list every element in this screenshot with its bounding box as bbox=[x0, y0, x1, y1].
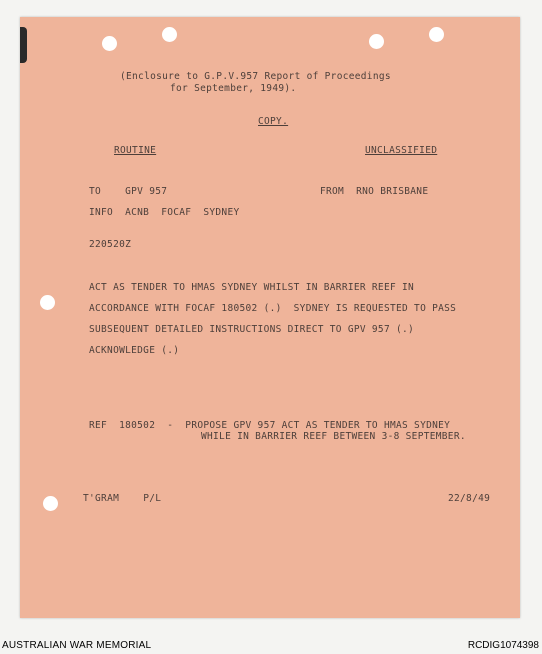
punch-hole bbox=[429, 27, 444, 42]
copy-label: COPY. bbox=[258, 116, 289, 127]
footer-institution: AUSTRALIAN WAR MEMORIAL bbox=[2, 640, 152, 651]
routine-label: ROUTINE bbox=[114, 145, 157, 156]
tape-mark bbox=[20, 27, 27, 63]
header-line-1: (Enclosure to G.P.V.957 Report of Proceedings bbox=[120, 71, 391, 82]
punch-hole bbox=[40, 295, 55, 310]
from-line: FROM RNO BRISBANE bbox=[320, 186, 429, 197]
reference-line-1: REF 180502 - PROPOSE GPV 957 ACT AS TENDER TO HMAS SYDNEY bbox=[89, 420, 451, 431]
punch-hole bbox=[162, 27, 177, 42]
archive-footer bbox=[0, 636, 542, 654]
classification-label: UNCLASSIFIED bbox=[365, 145, 438, 156]
message-line-4: ACKNOWLEDGE (.) bbox=[89, 345, 180, 356]
telegram-line: T'GRAM P/L bbox=[83, 493, 162, 504]
punch-hole bbox=[369, 34, 384, 49]
reference-line-2: WHILE IN BARRIER REEF BETWEEN 3-8 SEPTEMBER. bbox=[201, 431, 466, 442]
header-line-2: for September, 1949). bbox=[170, 83, 297, 94]
date-time-group: 220520Z bbox=[89, 239, 132, 250]
punch-hole bbox=[43, 496, 58, 511]
punch-hole bbox=[102, 36, 117, 51]
message-line-3: SUBSEQUENT DETAILED INSTRUCTIONS DIRECT TO GPV 957 (.) bbox=[89, 324, 415, 335]
footer-record-id: RCDIG1074398 bbox=[467, 640, 539, 651]
document-page bbox=[20, 17, 520, 618]
document-date: 22/8/49 bbox=[448, 493, 491, 504]
message-line-2: ACCORDANCE WITH FOCAF 180502 (.) SYDNEY IS REQUESTED TO PASS bbox=[89, 303, 457, 314]
to-line: TO GPV 957 bbox=[89, 186, 168, 197]
message-line-1: ACT AS TENDER TO HMAS SYDNEY WHILST IN BARRIER REEF IN bbox=[89, 282, 415, 293]
info-line: INFO ACNB FOCAF SYDNEY bbox=[89, 207, 240, 218]
